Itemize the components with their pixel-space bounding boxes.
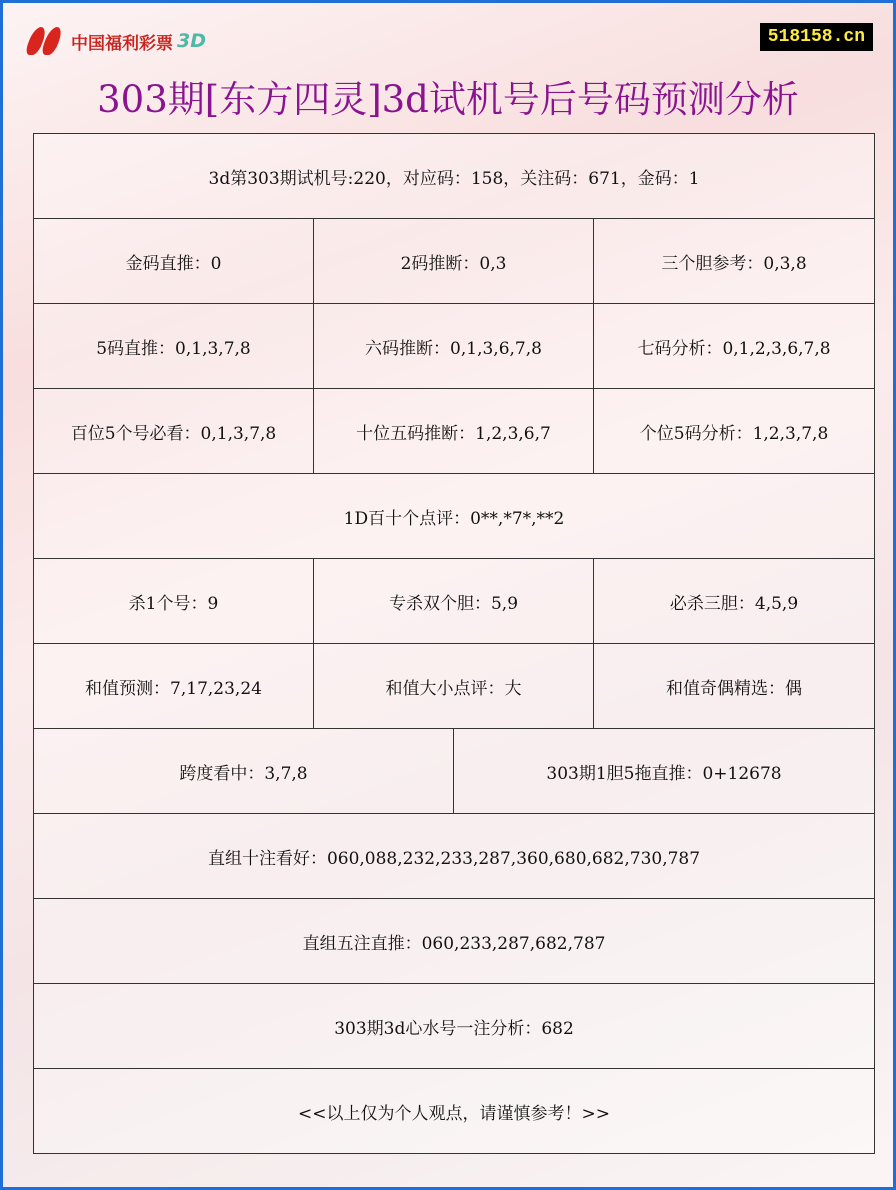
logo-text: 中国福利彩票	[71, 33, 173, 54]
table-cell: 5码直推：0,1,3,7,8	[34, 304, 314, 389]
table-cell: 和值大小点评：大	[314, 644, 594, 729]
table-cell: 十位五码推断：1,2,3,6,7	[314, 389, 594, 474]
table-row	[34, 219, 875, 304]
table-cell: 和值奇偶精选：偶	[594, 644, 875, 729]
table-cell: 六码推断：0,1,3,6,7,8	[314, 304, 594, 389]
table-cell: 303期3d心水号一注分析：682	[34, 984, 875, 1069]
logo-3d: 3D	[177, 30, 206, 52]
table-row	[34, 304, 875, 389]
site-badge[interactable]: 518158.cn	[760, 23, 873, 51]
trial-number-cell: 3d第303期试机号:220，对应码：158，关注码：671，金码：1	[34, 134, 875, 219]
table-cell: 百位5个号必看：0,1,3,7,8	[34, 389, 314, 474]
table-cell: 个位5码分析：1,2,3,7,8	[594, 389, 875, 474]
table-row	[34, 389, 875, 474]
table-row	[34, 1069, 875, 1154]
table-cell: 金码直推：0	[34, 219, 314, 304]
table-cell: 必杀三胆：4,5,9	[594, 559, 875, 644]
welfare-lottery-icon	[23, 25, 67, 57]
lottery-logo	[23, 25, 206, 57]
table-cell: 直组五注直推：060,233,287,682,787	[34, 899, 875, 984]
table-cell: 1D百十个点评：0**,*7*,**2	[34, 474, 875, 559]
table-cell: 三个胆参考：0,3,8	[594, 219, 875, 304]
table-row	[34, 559, 875, 644]
page-title: 303期[东方四灵]3d试机号后号码预测分析	[97, 78, 799, 121]
table-cell: 专杀双个胆：5,9	[314, 559, 594, 644]
table-cell: 2码推断：0,3	[314, 219, 594, 304]
table-row	[34, 984, 875, 1069]
table-cell: 和值预测：7,17,23,24	[34, 644, 314, 729]
table-cell: 直组十注看好：060,088,232,233,287,360,680,682,730,787	[34, 814, 875, 899]
table-row	[34, 729, 875, 814]
table-cell: 303期1胆5拖直推：0+12678	[454, 729, 875, 814]
disclaimer-cell: <<以上仅为个人观点，请谨慎参考！>>	[34, 1069, 875, 1154]
prediction-table	[33, 133, 875, 1154]
table-row	[34, 134, 875, 219]
table-cell: 跨度看中：3,7,8	[34, 729, 454, 814]
table-cell: 七码分析：0,1,2,3,6,7,8	[594, 304, 875, 389]
table-row	[34, 814, 875, 899]
table-row	[34, 644, 875, 729]
table-row	[34, 899, 875, 984]
table-cell: 杀1个号：9	[34, 559, 314, 644]
table-row	[34, 474, 875, 559]
